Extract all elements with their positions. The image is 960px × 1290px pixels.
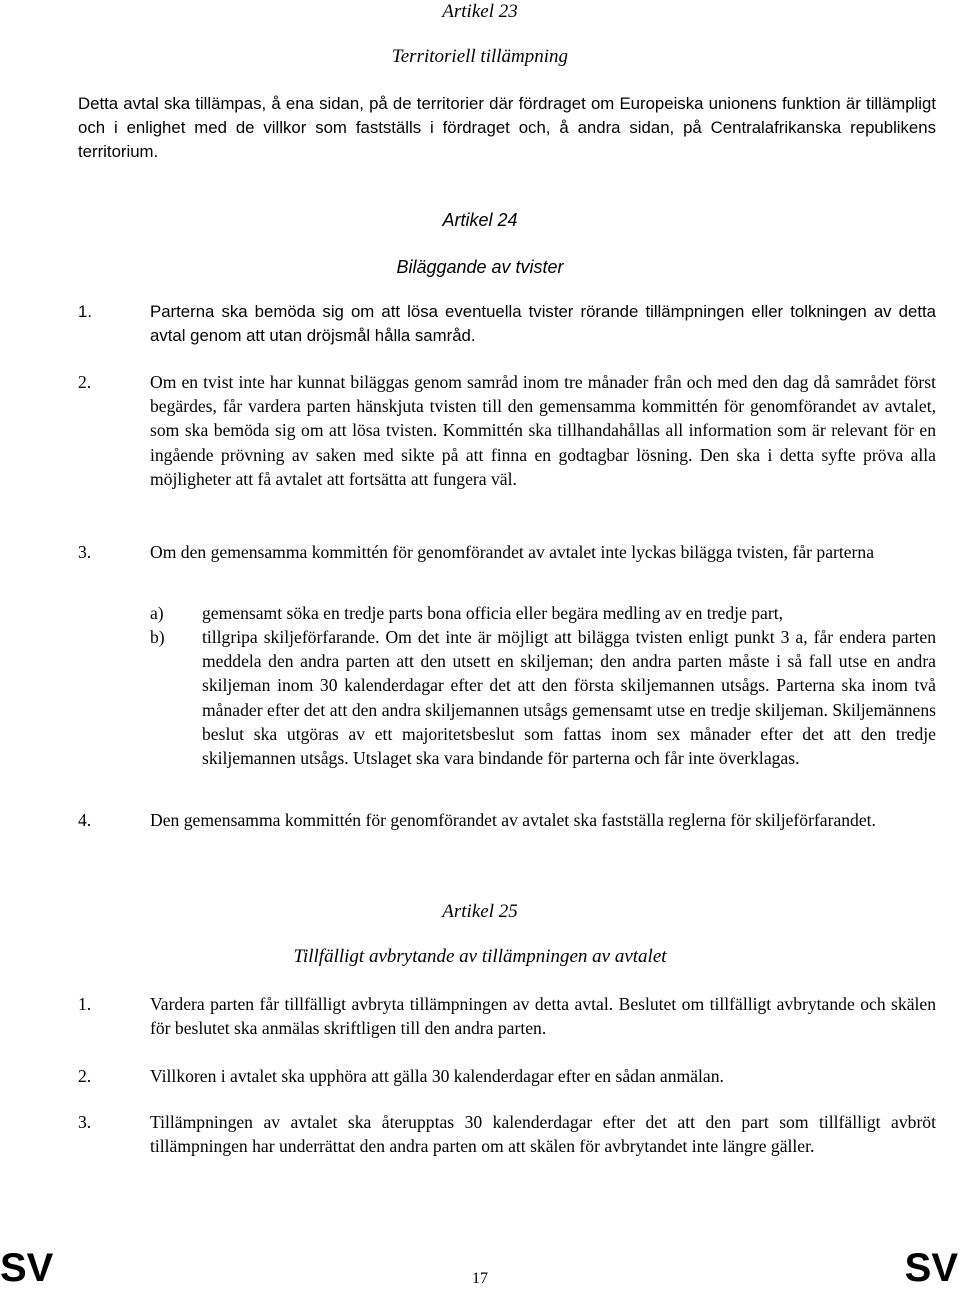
footer-page-number: 17 (472, 1270, 488, 1287)
article-25-para-2-text: Villkoren i avtalet ska upphöra att gälla 30 kalenderdagar efter en sådan anmälan. (150, 1066, 724, 1086)
article-25-para-3-number: 3. (78, 1112, 92, 1132)
article-24-para-3-number: 3. (78, 542, 92, 562)
article-24-para-3-text: Om den gemensamma kommittén för genomförandet av avtalet inte lyckas bilägga tvisten, får parterna (150, 542, 875, 562)
article-25-para-2-number: 2. (78, 1066, 92, 1086)
article-24-para-3-subitem-b-text: tillgripa skiljeförfarande. Om det inte är möjligt att bilägga tvisten enligt punkt 3 a, får endera parten meddela den andra parten att den utsett en skiljeman; den andra parten måste i så fall utse en andra skiljeman inom 30 kalenderdagar efter det att den första skiljemannen utsågs. Parterna ska inom två månader efter det att den andra skiljemannen utsågs gemensamt utse en tredje skiljeman. Skiljemännens beslut ska utgöras av ett majoritetsbeslut som fattas inom sex månader efter det att den tredje skiljemannen utsågs. Utslaget ska vara bindande för parterna och får inte överklagas. (202, 627, 936, 769)
article-24-para-2-number: 2. (78, 372, 92, 392)
article-24-title: Biläggande av tvister (396, 257, 564, 277)
article-23-body: Detta avtal ska tillämpas, å ena sidan, på de territorier där fördraget om Europeiska unionens funktion är tillämpligt och i enlighet med de villkor som fastställs i fördraget och, å andra sidan, på Centralafrikanska republikens territorium. (78, 94, 936, 162)
article-25-para-3-text: Tillämpningen av avtalet ska återupptas 30 kalenderdagar efter det att den part som tillfälligt avbröt tillämpningen har underrättat den andra parten om att skälen för avbrytandet inte längre gäller. (150, 1112, 936, 1157)
article-24-para-1-number: 1. (78, 302, 92, 321)
article-24-para-3-subitem-b-label: b) (150, 627, 165, 647)
article-25-para-1-number: 1. (78, 994, 92, 1014)
article-24-para-1-text: Parterna ska bemöda sig om att lösa eventuella tvister rörande tillämpningen eller tolkningen av detta avtal genom att utan dröjsmål hålla samråd. (150, 302, 936, 346)
article-23-title: Territoriell tillämpning (391, 46, 569, 67)
article-25-para-1-text: Vardera parten får tillfälligt avbryta tillämpningen av detta avtal. Beslutet om tillfälligt avbrytande och skälen för beslutet ska anmälas skriftligen till den andra parten. (150, 994, 936, 1039)
article-23-number: Artikel 23 (442, 1, 518, 22)
article-24-para-4-number: 4. (78, 810, 92, 830)
article-24-para-3-subitem-a-label: a) (150, 603, 164, 623)
article-24-para-2-text: Om en tvist inte har kunnat biläggas genom samråd inom tre månader från och med den dag då samrådet först begärdes, får vardera parten hänskjuta tvisten till den gemensamma kommittén för genomförandet av avtalet, som ska bemöda sig om att lösa tvisten. Kommittén ska tillhandahållas all information som är relevant för en ingående prövning av saken med sikte på att finna en godtagbar lösning. Den ska i detta syfte pröva alla möjligheter att få avtalet att fortsätta att fungera väl. (150, 372, 936, 489)
footer-language-right: SV (904, 1246, 958, 1290)
article-24-para-4-text: Den gemensamma kommittén för genomförandet av avtalet ska fastställa reglerna för skiljeförfarandet. (150, 810, 876, 830)
article-24-number: Artikel 24 (442, 210, 518, 230)
article-24-para-3-subitem-a-text: gemensamt söka en tredje parts bona officia eller begära medling av en tredje part, (202, 603, 784, 623)
article-25-number: Artikel 25 (442, 901, 518, 922)
article-25-title: Tillfälligt avbrytande av tillämpningen av avtalet (293, 946, 667, 967)
footer-language-left: SV (0, 1246, 54, 1290)
